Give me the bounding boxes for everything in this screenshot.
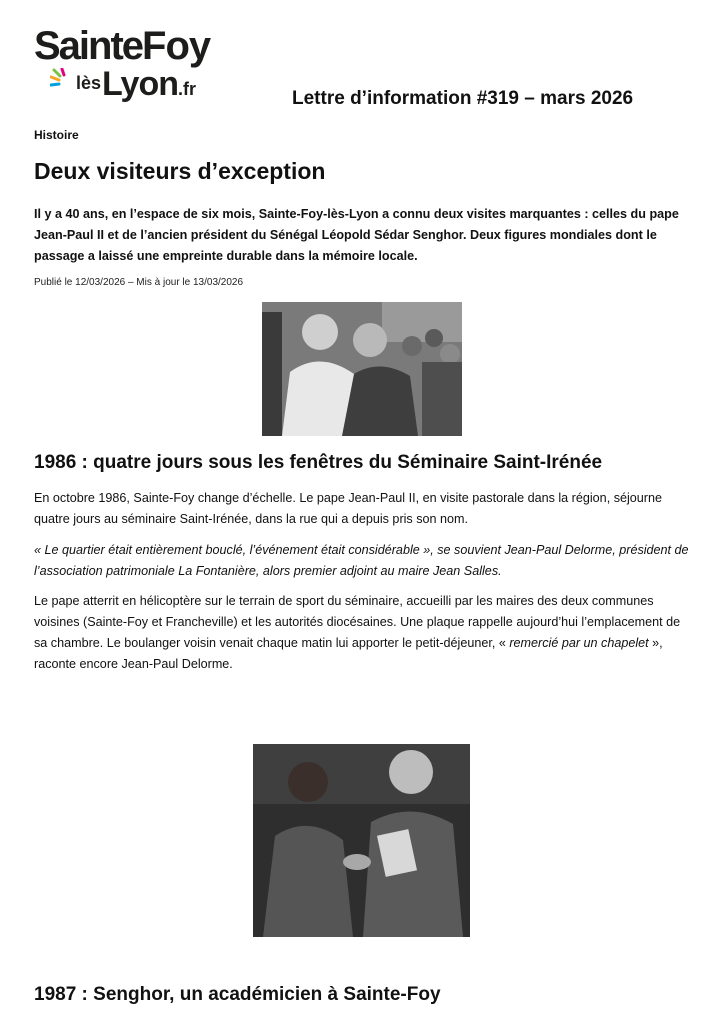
newsletter-title: Lettre d’information #319 – mars 2026 xyxy=(292,88,634,109)
section-1986-quote: « Le quartier était entièrement bouclé, l’événement était considérable », se souvient Jean-Paul Delorme, président de l’association patrimoniale La Fontanière, alors premier adjoint au maire Jean Salles. xyxy=(34,543,689,578)
paragraph-3-part-c: », raconte encore Jean-Paul Delorme. xyxy=(34,636,663,671)
section-1987-title: 1987 : Senghor, un académicien à Sainte-Foy xyxy=(34,984,441,1005)
logo-lyon: Lyon xyxy=(102,65,178,103)
section-1986-title: 1986 : quatre jours sous les fenêtres du Séminaire Saint-Irénée xyxy=(34,452,603,473)
publication-dates: Publié le 12/03/2026 – Mis à jour le 13/03/2026 xyxy=(34,277,244,288)
logo-line-2 xyxy=(76,66,196,107)
article-category[interactable]: Histoire xyxy=(34,128,79,142)
paragraph-3-italic: remercié par un chapelet xyxy=(509,636,649,650)
photo-pope-visit xyxy=(262,302,462,436)
section-1986-paragraph-1: En octobre 1986, Sainte-Foy change d’échelle. Le pape Jean-Paul II, en visite pastorale dans la région, séjourne quatre jours au séminaire Saint-Irénée, dans la rue qui a depuis pris son nom. xyxy=(34,491,662,526)
article-title: Deux visiteurs d’exception xyxy=(34,158,326,184)
logo-sainte: Sainte xyxy=(34,24,143,68)
article-lead: Il y a 40 ans, en l’espace de six mois, Sainte-Foy-lès-Lyon a connu deux visites marquantes : celles du pape Jean-Paul II et de l’ancien président du Sénégal Léopold Sédar Senghor. Deux figures mondiales dont le passage a laissé une empreinte durable dans la mémoire locale. xyxy=(34,207,679,263)
logo-fr: .fr xyxy=(177,79,196,99)
paragraph-3-part-a: Le pape atterrit en hélicoptère sur le terrain de sport du séminaire, accueilli par les maires des deux communes voisines (Sainte-Foy et Francheville) et les autorités diocésaines. Une plaque rappelle aujourd’hui l’emplacement de sa chambre. Le boulanger voisin venait chaque matin lui apporter le petit-déjeuner, « xyxy=(34,594,681,650)
logo-rays-icon xyxy=(50,68,76,90)
section-1986-paragraph-3 xyxy=(34,591,694,675)
photo-senghor-visit-drawing xyxy=(253,744,470,937)
photo-pope-visit-drawing xyxy=(262,302,462,436)
logo-line-1 xyxy=(34,26,210,66)
logo-foy: Foy xyxy=(142,24,211,68)
photo-senghor-visit xyxy=(253,744,470,937)
logo-les: lès xyxy=(76,73,102,93)
site-logo[interactable] xyxy=(34,26,234,106)
